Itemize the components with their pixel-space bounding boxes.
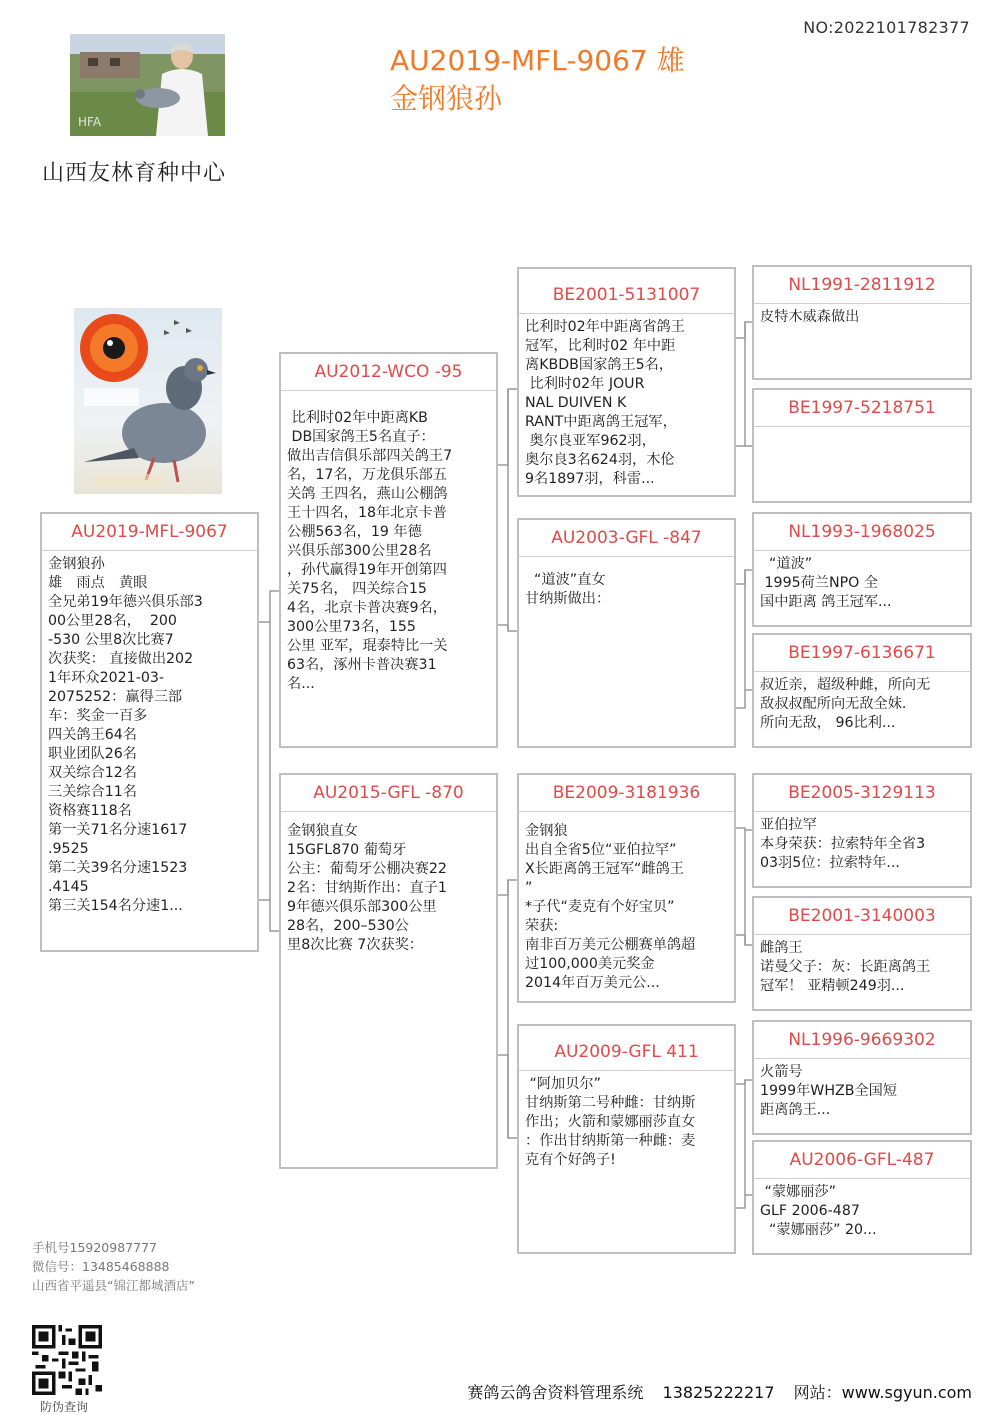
- contact-wechat: 微信号：13485468888: [32, 1259, 170, 1274]
- footer: [453, 1380, 972, 1403]
- sire-ring-number: AU2012-WCO -95: [281, 354, 496, 391]
- subject-ring-number: AU2019-MFL-9067: [42, 514, 257, 551]
- gen4-card[interactable]: [752, 1020, 972, 1135]
- footer-system-name: 赛鸽云鸽舍资料管理系统: [467, 1383, 644, 1402]
- title-ring-number: AU2019-MFL-9067 雄: [390, 44, 685, 77]
- gen4-card[interactable]: [752, 633, 972, 748]
- gen4-description: 皮特木威森做出: [760, 309, 860, 325]
- gen4-description: 火箭号 1999年WHZB全国短 距离鸽王...: [760, 1064, 898, 1118]
- gen3-ring-number: BE2009-3181936: [519, 775, 734, 812]
- gen4-ring-number: BE2005-3129113: [754, 775, 970, 812]
- gen4-ring-number: BE2001-3140003: [754, 898, 970, 935]
- gen4-ring-number: BE1997-6136671: [754, 635, 970, 672]
- gen3-description: 金钢狼 出自全省5位“亚伯拉罕” X长距离鸽王冠军“雌鸽王 ” *子代“麦克有个好宝贝” 荣获: 南非百万美元公棚赛单鸽超 过100,000美元奖金 2014年百万美元公...: [525, 823, 696, 991]
- gen4-ring-number: NL1993-1968025: [754, 514, 970, 551]
- gen3-description: 比利时02年中距离省鸽王 冠军，比利时02 年中距 离KBDB国家鸽王5名， 比利时02年 JOUR NAL DUIVEN K RANT中距离鸽王冠军， 奥尔良亚军962羽， 奥尔良3名624羽，木伦 9名1897羽，科雷...: [525, 319, 685, 487]
- gen3-description: “道波”直女 甘纳斯做出：: [525, 572, 611, 607]
- grandsire-paternal-card[interactable]: [517, 267, 736, 497]
- owner-photo: [70, 34, 225, 136]
- gen4-ring-number: BE1997-5218751: [754, 390, 970, 427]
- gen4-card[interactable]: [752, 388, 972, 503]
- granddam-maternal-card[interactable]: [517, 1024, 736, 1254]
- contact-info: [32, 1238, 195, 1295]
- person-holding-pigeon-photo: [70, 34, 225, 136]
- bird-photo: [74, 308, 222, 494]
- gen4-card[interactable]: [752, 1140, 972, 1255]
- gen4-description: “蒙娜丽莎” GLF 2006-487 “蒙娜丽莎” 20...: [760, 1184, 877, 1238]
- gen4-description: 雌鸽王 诺曼父子：灰：长距离鸽王 冠军！ 亚精顿249羽...: [760, 940, 931, 994]
- gen3-description: “阿加贝尔” 甘纳斯第二号种雌：甘纳斯 作出；火箭和蒙娜丽莎直女 ：作出甘纳斯第一种雌：麦 克有个好鸽子!: [525, 1076, 696, 1168]
- gen4-card[interactable]: [752, 265, 972, 380]
- gen4-ring-number: AU2006-GFL-487: [754, 1142, 970, 1179]
- subject-description: 金钢狼孙 雄 雨点 黄眼 全兄弟19年德兴俱乐部3 00公里28名， 200 -530 公里8次比赛7 次获奖： 直接做出202 1年环众2021-03- 2075252：赢得三部 车：奖金一百多 四关鸽王64名 职业团队26名 双关综合12名 三关综合11名 资格赛118名 第一关71名分速1617 .9525 第二关39名分速1523 .4145 第三关154名分速1...: [48, 556, 203, 914]
- gen4-ring-number: NL1996-9669302: [754, 1022, 970, 1059]
- footer-website[interactable]: 网站：www.sgyun.com: [793, 1383, 972, 1402]
- breeding-center-name: 山西友林育种中心: [42, 161, 227, 186]
- gen3-ring-number: AU2003-GFL -847: [519, 520, 734, 557]
- contact-address: 山西省平遥县“锦江都城酒店”: [32, 1278, 195, 1293]
- grandsire-maternal-card[interactable]: [517, 773, 736, 1003]
- gen4-ring-number: NL1991-2811912: [754, 267, 970, 304]
- footer-phone: 13825222217: [662, 1383, 775, 1402]
- qr-code-icon[interactable]: [32, 1325, 102, 1395]
- sire-card[interactable]: [279, 352, 498, 748]
- sire-description: 比利时02年中距离KB DB国家鸽王5名直子： 做出吉信俱乐部四关鸽王7 名，17名，万龙俱乐部五 关鸽 王四名，燕山公棚鸽 王十四名，18年北京卡普 公棚563名，19 年德 兴俱乐部300公里28名 ，孙代赢得19年开创第四 关75名， 四关综合15 4名，北京卡普决赛9名， 300公里73名，155 公里 亚军，琨泰特比一关 63名，涿州卡普决赛31 名...: [287, 410, 453, 692]
- title-nickname: 金钢狼孙: [390, 82, 503, 115]
- qr-label: 防伪查询: [40, 1400, 89, 1414]
- gen4-description: “道波” 1995荷兰NPO 全 国中距离 鸽王冠军...: [760, 556, 892, 610]
- gen4-card[interactable]: [752, 512, 972, 627]
- gen3-ring-number: AU2009-GFL 411: [519, 1026, 734, 1071]
- gen4-description: 叔近亲，超级种雌，所向无 敌叔叔配所向无敌全妹. 所向无敌， 96比利...: [760, 677, 931, 731]
- pigeon-and-eye-photo: [74, 308, 222, 494]
- contact-phone: 手机号15920987777: [32, 1240, 157, 1255]
- gen4-card[interactable]: [752, 773, 972, 888]
- dam-ring-number: AU2015-GFL -870: [281, 775, 496, 812]
- document-number: NO:2022101782377: [803, 18, 970, 37]
- gen4-description: 亚伯拉罕 本身荣获：拉索特年全省3 03羽5位：拉索特年...: [760, 817, 926, 871]
- gen4-description: [754, 427, 970, 431]
- svg-text:HFA: HFA: [78, 115, 102, 129]
- dam-description: 金钢狼直女 15GFL870 葡萄牙 公主：葡萄牙公棚决赛22 2名：甘纳斯作出：直子1 9年德兴俱乐部300公里 28名，200–530公 里8次比赛 7次获奖：: [287, 823, 447, 953]
- subject-card[interactable]: [40, 512, 259, 952]
- gen3-ring-number: BE2001-5131007: [519, 269, 734, 314]
- dam-card[interactable]: [279, 773, 498, 1169]
- granddam-paternal-card[interactable]: [517, 518, 736, 748]
- gen4-card[interactable]: [752, 896, 972, 1011]
